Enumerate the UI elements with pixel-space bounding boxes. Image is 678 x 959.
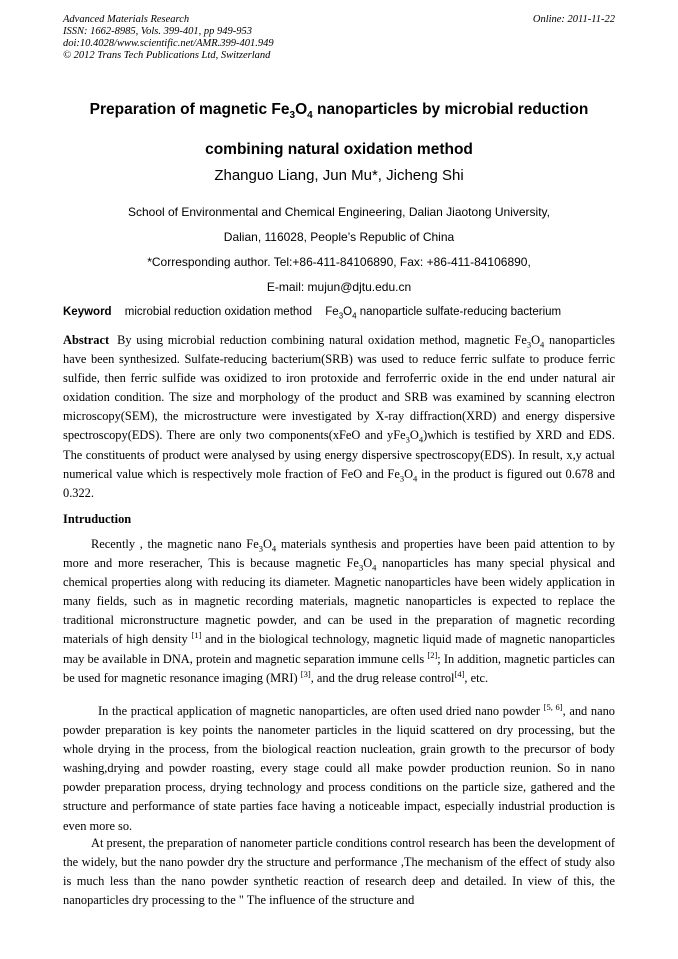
page-header (63, 14, 615, 62)
affiliation (0, 200, 678, 300)
citation: [3] (300, 668, 311, 679)
citation: [5, 6] (543, 701, 563, 712)
issn-line: ISSN: 1662-8985, Vols. 399-401, pp 949-953 (63, 26, 252, 37)
intro-paragraph-3: At present, the preparation of nanometer particle conditions control research has been the development of the widely, but the nano powder dry the structure and performance ,The mechanism of the effect of study also is much less than the nano powder synthetic reaction of research deep and detailed. In view of this, the nanoparticles dry processing to the " The influence of the structure and (63, 836, 615, 908)
affiliation-line-1: School of Environmental and Chemical Engineering, Dalian Jiaotong University, (127, 205, 550, 219)
journal-name: Advanced Materials Research (63, 14, 190, 25)
intro-paragraph-1: Recently , the magnetic nano $Fe_3O_4$ materials synthesis and properties have been paid attention to by more and more reseracher, This is because magnetic $Fe_3O_4$ nanoparticles has many special physical and chemical properties along with reducing its diameter. Magnetic nanoparticles have been widely application in many fields, such as in magnetic recording materials, magnetic nanoparticles is expected to replace the traditional micronstructure magnetic powder, and can be used in the preparation of magnetic recording materials of high density [1] and in the biological technology, magnetic liquid made of magnetic nanoparticles may be available in DNA, protein and magnetic separation immune cells [2]; In addition, magnetic particles can be used for magnetic resonance imaging (MRI) [3], and the drug release control[4], etc. (63, 537, 615, 685)
intro-paragraph-2: In the practical application of magnetic nanoparticles, are often used dried nano powder [5, 6], and nano powder preparation is key points the nanometer particles in the liquid scattered on dry processing, but the whole drying in the process, from the biological reaction nucleation, grain growth to the precursor of body washing,drying and powder roasting, every stage could all make powder production reunion. So in nano powder preparation process, drying technology and process conditions on the particle size, gathered and the structure and performance of state parties face having a noticeable impact, especially industrial production is even more so. (63, 701, 615, 833)
keyword-item: microbial reduction oxidation method (124, 306, 313, 318)
keywords (63, 306, 623, 320)
paper-title (40, 90, 638, 170)
title-line-2: combining natural oxidation method (205, 141, 473, 158)
abstract: Abstract By using microbial reduction combining natural oxidation method, magnetic $Fe_3O_4$ nanoparticles have been synthesized. Sulfate-reducing bacterium(SRB) was used to reduce ferric sulfate to produce ferric sulfide, then ferric sulfide was oxidized to iron protoxide and ferroferric oxide in the end under natural air oxidation condition. The size and morphology of the product and SRB was examined by scanning electron microscopy(SEM), the microstructure were investigated by X-ray diffraction(XRD) and energy dispersive spectroscopy(EDS). There are only two components(xFeO and $yFe_3O_4)which$ is testified by XRD and EDS. The constituents of product were analysed by using energy dispersive spectroscopy(EDS). In result, x,y actual numerical value which is respectively mole fraction of FeO and $Fe_3O_4$ in the product is figured out 0.678 and 0.322. (63, 333, 616, 500)
title-line-1: Preparation of magnetic $Fe_3O_4$ nanoparticles by microbial reduction (89, 101, 589, 122)
abstract-label: Abstract (63, 333, 110, 347)
email-line: E-mail: mujun@djtu.edu.cn (266, 280, 412, 294)
citation: [2] (427, 649, 438, 660)
keyword-item: $Fe_3O_4$ nanoparticle sulfate-reducing bacterium (325, 306, 562, 321)
keywords-label: Keyword (63, 306, 112, 318)
affiliation-line-2: Dalian, 116028, People’s Republic of China (223, 230, 455, 244)
section-heading-introduction: Intruduction (63, 512, 132, 526)
copyright-line: © 2012 Trans Tech Publications Ltd, Switzerland (63, 50, 271, 61)
online-date: Online: 2011-11-22 (532, 14, 615, 25)
citation: [1] (191, 630, 202, 641)
author-list: Zhanguo Liang, Jun Mu*, Jicheng Shi (214, 167, 464, 184)
doi-line: doi:10.4028/www.scientific.net/AMR.399-401.949 (63, 38, 274, 49)
corresponding-author: *Corresponding author. Tel:+86-411-84106890, Fax: +86-411-84106890, (147, 255, 531, 269)
citation: [4] (454, 668, 465, 679)
